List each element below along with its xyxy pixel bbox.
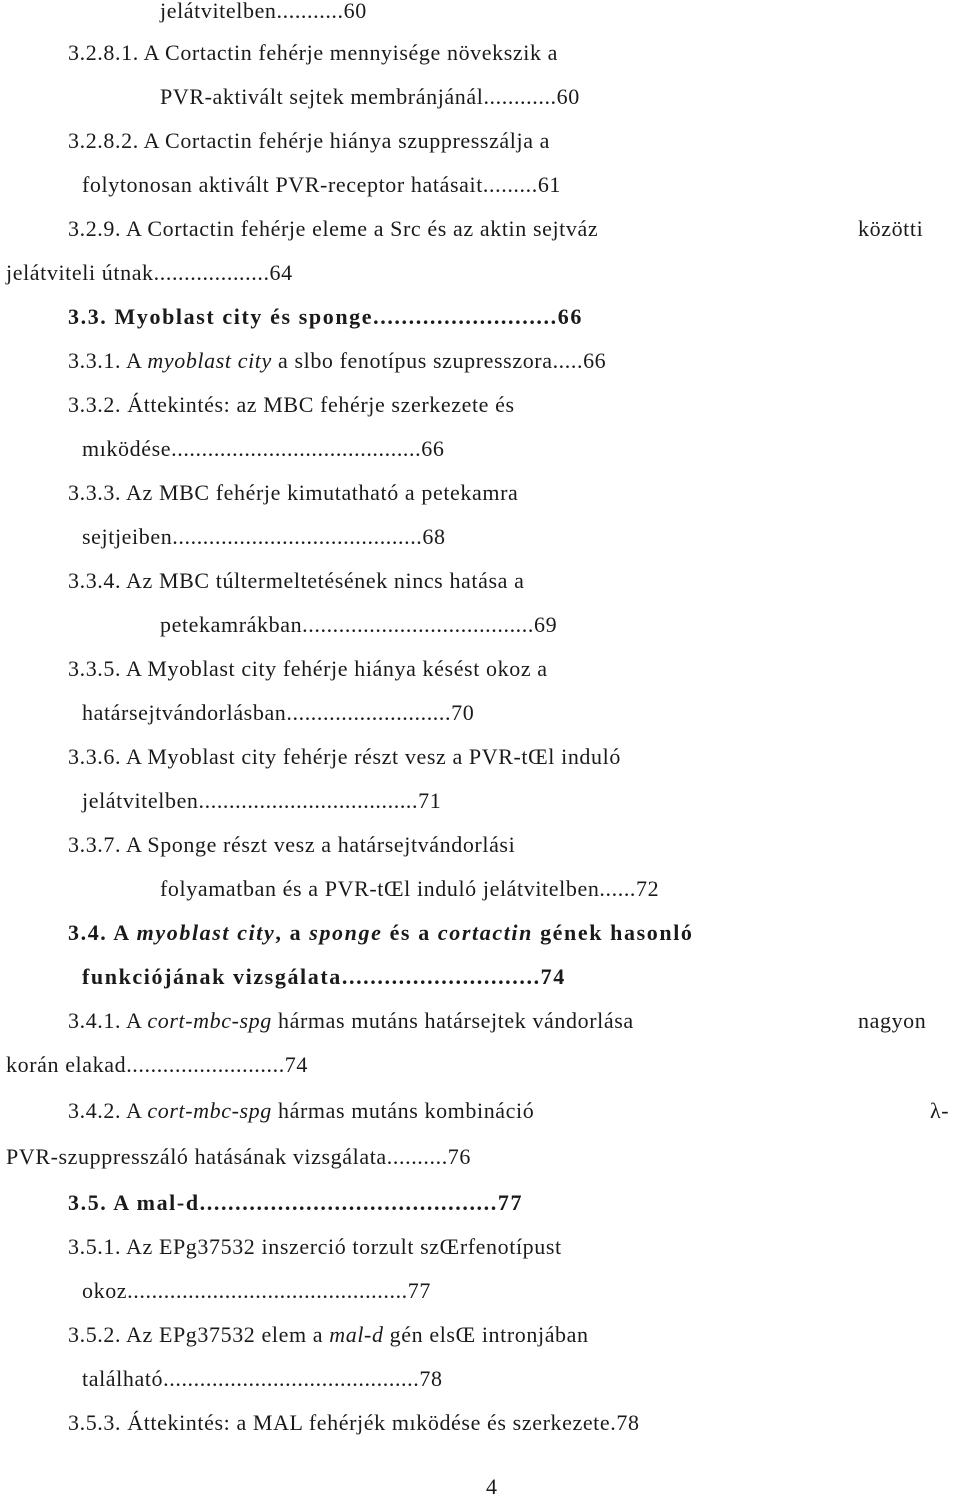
- toc-section-heading: funkciójának vizsgálata............................74: [82, 964, 566, 989]
- toc-entry: jelátviteli útnak...................64: [6, 260, 293, 285]
- toc-section-heading: 3.3. Myoblast city és sponge..........................66: [68, 304, 583, 329]
- toc-entry: 3.3.7. A Sponge részt vesz a határsejtvándorlási: [68, 832, 516, 857]
- toc-entry: korán elakad..........................74: [6, 1052, 308, 1077]
- toc-entry: sejtjeiben.........................................68: [82, 524, 446, 549]
- toc-entry: mıködése.........................................66: [82, 436, 445, 461]
- toc-entry: 3.5.2. Az EPg37532 elem a mal-d gén elsŒ intronjában: [68, 1322, 589, 1347]
- toc-entry: 3.5.3. Áttekintés: a MAL fehérjék mıködése és szerkezete.78: [68, 1410, 640, 1435]
- toc-section-heading: 3.4. A myoblast city, a sponge és a cortactin gének hasonló: [68, 920, 694, 945]
- toc-entry: jelátvitelben....................................71: [82, 788, 442, 813]
- toc-entry: nagyon: [858, 1008, 927, 1033]
- toc-entry: található..........................................78: [82, 1366, 443, 1391]
- toc-entry: 3.3.3. Az MBC fehérje kimutatható a petekamra: [68, 480, 519, 505]
- toc-entry: PVR-aktivált sejtek membránjánál............60: [160, 84, 580, 109]
- toc-entry: 3.3.4. Az MBC túltermeltetésének nincs hatása a: [68, 568, 525, 593]
- toc-entry: 3.3.5. A Myoblast city fehérje hiánya késést okoz a: [68, 656, 548, 681]
- toc-entry: λ-: [930, 1098, 950, 1123]
- toc-entry: petekamrákban......................................69: [160, 612, 558, 637]
- toc-entry: PVR-szuppresszáló hatásának vizsgálata..........76: [6, 1144, 471, 1169]
- toc-entry: 3.4.1. A cort-mbc-spg hármas mutáns határsejtek vándorlása: [68, 1008, 634, 1033]
- toc-entry: közötti: [858, 216, 924, 241]
- toc-entry: 3.2.8.2. A Cortactin fehérje hiánya szuppresszálja a: [68, 128, 551, 153]
- toc-entry: 3.5.1. Az EPg37532 inszerció torzult szŒrfenotípust: [68, 1234, 562, 1259]
- toc-entry: 3.4.2. A cort-mbc-spg hármas mutáns kombináció: [68, 1098, 535, 1123]
- toc-entry: jelátvitelben...........60: [160, 0, 367, 23]
- toc-section-heading: 3.5. A mal-d..........................................77: [68, 1190, 524, 1215]
- page-number: 4: [486, 1474, 498, 1499]
- toc-entry: 3.2.9. A Cortactin fehérje eleme a Src és az aktin sejtváz: [68, 216, 599, 241]
- toc-entry: határsejtvándorlásban...........................70: [82, 700, 475, 725]
- toc-entry: folyamatban és a PVR-tŒl induló jelátvitelben......72: [160, 876, 660, 901]
- toc-entry: folytonosan aktivált PVR-receptor hatásait.........61: [82, 172, 562, 197]
- toc-entry: 3.3.6. A Myoblast city fehérje részt vesz a PVR-tŒl induló: [68, 744, 621, 769]
- toc-entry: okoz..............................................77: [82, 1278, 431, 1303]
- toc-entry: 3.2.8.1. A Cortactin fehérje mennyisége növekszik a: [68, 40, 559, 65]
- toc-entry: 3.3.2. Áttekintés: az MBC fehérje szerkezete és: [68, 392, 515, 417]
- toc-entry: 3.3.1. A myoblast city a slbo fenotípus szupresszora.....66: [68, 348, 607, 373]
